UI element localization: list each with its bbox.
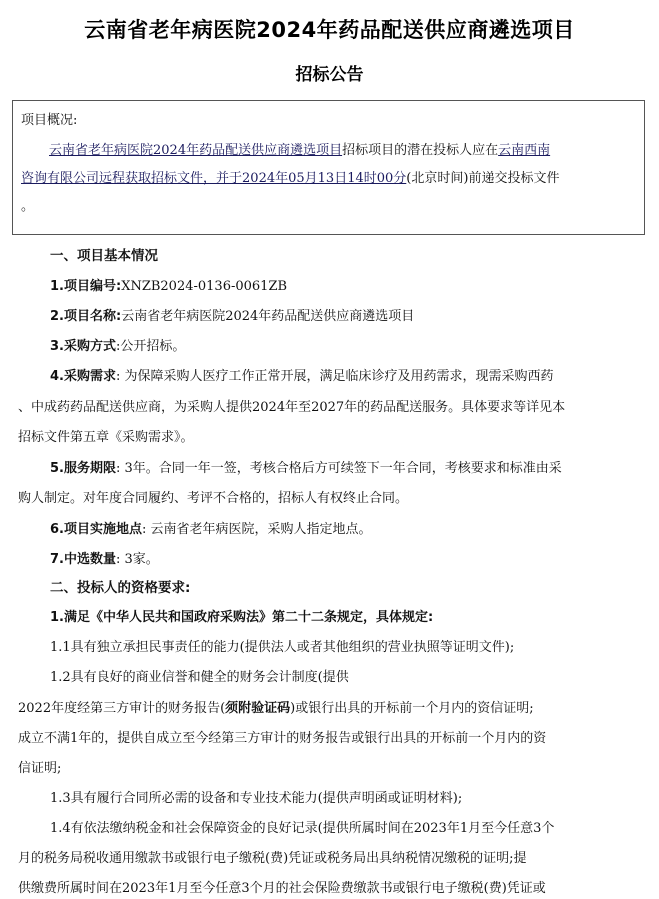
qualification-1-4-cont-1: 月的税务局税收通用缴款书或银行电子缴税(费)凭证或税务局出具纳税情况缴税的证明;提 <box>18 851 527 866</box>
item-procurement-demand-cont-1: 、中成药药品配送供应商，为采购人提供2024年至2027年的药品配送服务。具体要求等详见本 <box>18 400 566 415</box>
qualification-1-1: 1.1具有独立承担民事责任的能力(提供法人或者其他组织的营业执照等证明文件); <box>50 640 515 655</box>
document-title: 云南省老年病医院2024年药品配送供应商遴选项目 <box>84 18 575 42</box>
item-service-period-cont: 购人制定。对年度合同履约、考评不合格的，招标人有权终止合同。 <box>18 491 409 506</box>
item-project-name: 2.项目名称:云南省老年病医院2024年药品配送供应商遴选项目 <box>50 309 415 324</box>
qualification-1-4: 1.4有依法缴纳税金和社会保障资金的良好记录(提供所属时间在2023年1月至今任意3个 <box>50 821 555 836</box>
item-implementation-site: 6.项目实施地点: 云南省老年病医院，采购人指定地点。 <box>50 522 372 537</box>
qualification-1-2: 1.2具有良好的商业信誉和健全的财务会计制度(提供 <box>50 670 349 685</box>
overview-agency-part1: 云南西南 <box>498 143 551 158</box>
overview-line1-text: 招标项目的潜在投标人应在 <box>342 143 499 158</box>
overview-line-1 <box>49 139 550 158</box>
item-procurement-demand: 4.采购需求: 为保障采购人医疗工作正常开展，满足临床诊疗及用药需求，现需采购西药 <box>50 369 554 384</box>
qualification-1-3: 1.3具有履行合同所必需的设备和专业技术能力(提供声明函或证明材料); <box>50 791 463 806</box>
item-project-number: 1.项目编号:XNZB2024-0136-0061ZB <box>50 279 288 294</box>
overview-line2-text: 远程获取招标文件，并于 <box>99 171 243 186</box>
overview-line2-tail: (北京时间)前递交投标文件 <box>406 171 560 186</box>
item-procurement-demand-cont-2: 招标文件第五章《采购需求》。 <box>18 430 194 445</box>
overview-agency-part2: 咨询有限公司 <box>21 171 100 186</box>
item-selection-quantity: 7.中选数量: 3家。 <box>50 552 159 567</box>
item-service-period: 5.服务期限: 3年。合同一年一签，考核合格后方可续签下一年合同，考核要求和标准由采 <box>50 461 562 476</box>
section-2-heading: 二、投标人的资格要求: <box>50 580 191 596</box>
qualification-1: 1.满足《中华人民共和国政府采购法》第二十二条规定，具体规定: <box>50 610 434 625</box>
qualification-1-4-cont-2: 供缴费所属时间在2023年1月至今任意3个月的社会保险费缴款书或银行电子缴税(费)凭证或 <box>18 881 546 896</box>
overview-deadline: 2024年05月13日14时00分 <box>242 171 407 186</box>
qualification-1-2-cont-2: 成立不满1年的，提供自成立至今经第三方审计的财务报告或银行出具的开标前一个月内的资 <box>18 731 547 746</box>
item-procurement-method: 3.采购方式:公开招标。 <box>50 339 186 354</box>
overview-line-2 <box>21 167 559 186</box>
overview-project-name: 云南省老年病医院2024年药品配送供应商遴选项目 <box>49 143 343 158</box>
document-subtitle: 招标公告 <box>295 65 364 85</box>
qualification-1-2-cont-1: 2022年度经第三方审计的财务报告(须附验证码)或银行出具的开标前一个月内的资信证明; <box>18 701 534 716</box>
overview-label: 项目概况: <box>21 113 78 128</box>
overview-line-3: 。 <box>21 199 35 214</box>
qualification-1-2-cont-3: 信证明; <box>18 761 62 776</box>
project-overview-box <box>12 100 645 235</box>
section-1-heading: 一、项目基本情况 <box>50 248 158 264</box>
